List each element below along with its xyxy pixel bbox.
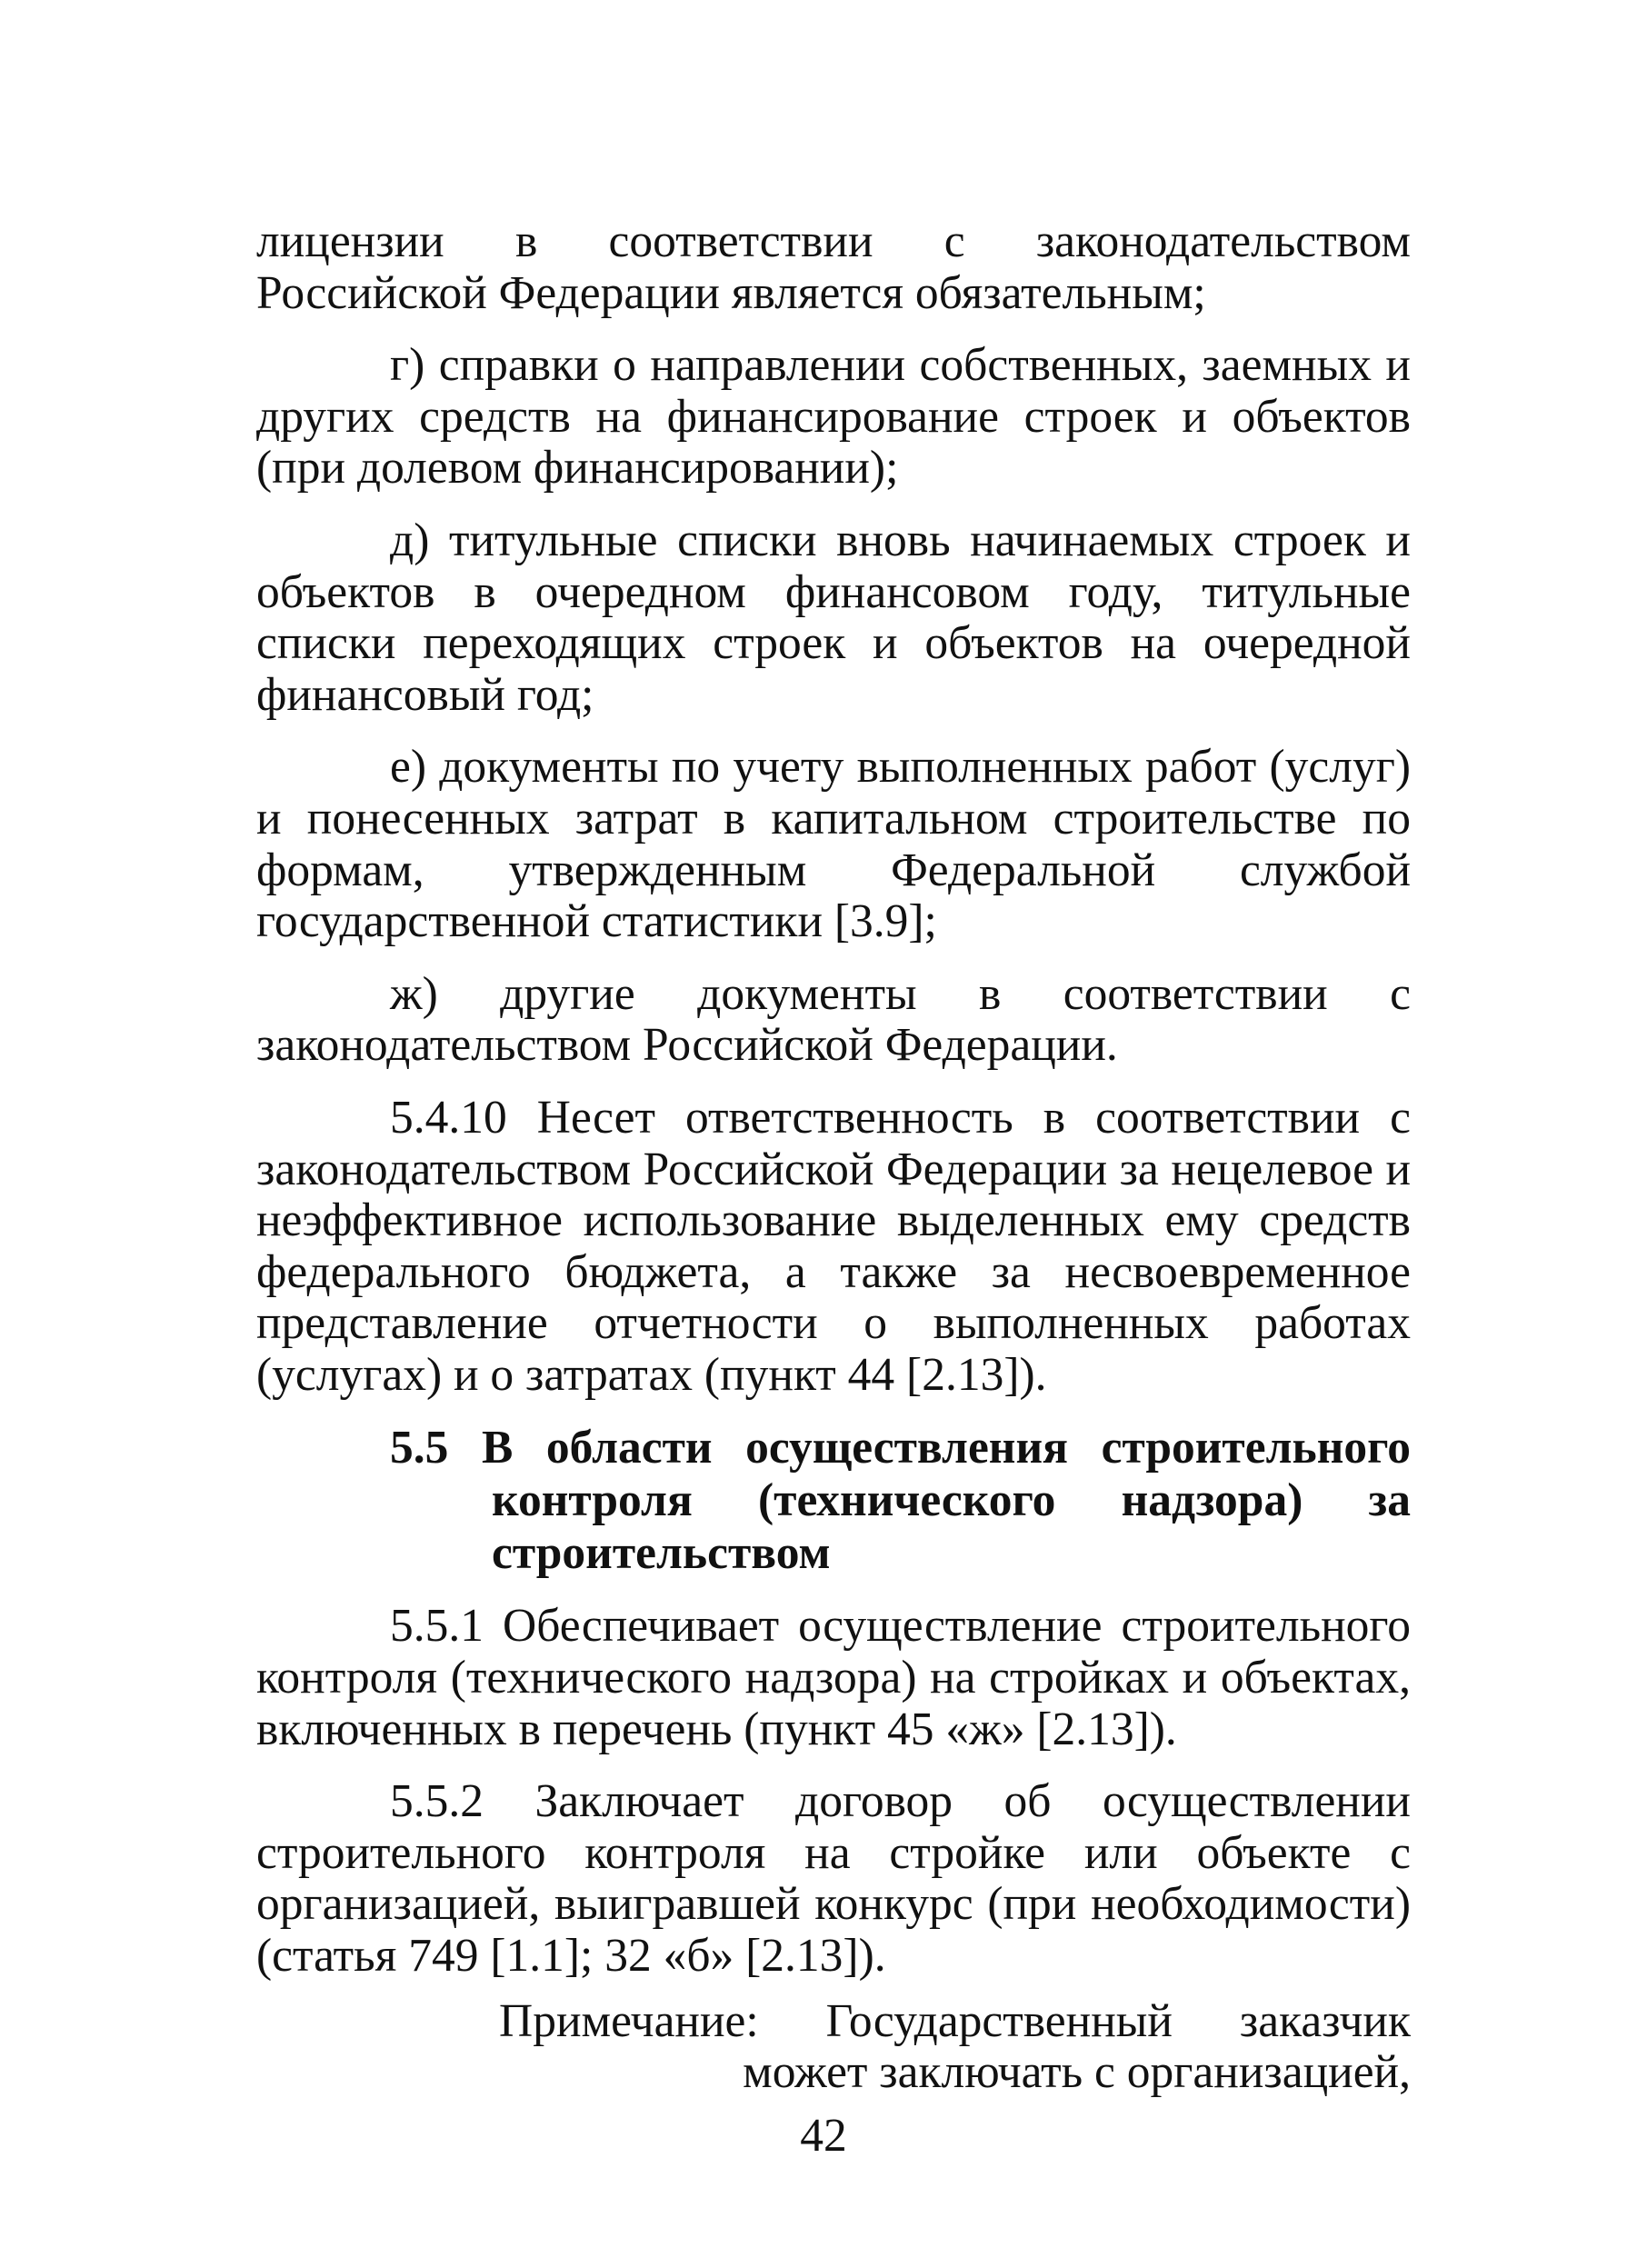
note-word-2: заказчик	[1239, 1994, 1411, 2047]
paragraph-5-5-1: 5.5.1 Обеспечивает осуществление строительного контроля (технического надзора) на стройках и объектах, включенных в перечень (пункт 45 «ж» [2.13]).	[256, 1600, 1411, 1755]
text-column	[256, 216, 1411, 2099]
section-heading-5-5: 5.5 В области осуществления строительного контроля (технического надзора) за строительством	[390, 1422, 1411, 1580]
note-word-1: Государственный	[825, 1994, 1173, 2047]
paragraph-item-zh: ж) другие документы в соответствии с законодательством Российской Федерации.	[256, 967, 1411, 1072]
paragraph-item-d: д) титульные списки вновь начинаемых строек и объектов в очередном финансовом году, титульные списки переходящих строек и объектов на очередной финансовый год;	[256, 514, 1411, 721]
page-number: 42	[800, 2110, 847, 2162]
note-second-line: может заключать с организацией,	[743, 2046, 1411, 2099]
paragraph-5-4-10: 5.4.10 Несет ответственность в соответствии с законодательством Российской Федерации за нецелевое и неэффективное использование выделенных ему средств федерального бюджета, а также за несвоевременное представление отчетности о выполненных работах (услугах) и о затратах (пункт 44 [2.13]).	[256, 1091, 1411, 1401]
paragraph-continuation: лицензии в соответствии с законодательством Российской Федерации является обязательным;	[256, 215, 1411, 319]
note-label: Примечание:	[499, 1994, 759, 2047]
paragraph-5-5-2: 5.5.2 Заключает договор об осуществлении строительного контроля на стройке или объекте с организацией, выигравшей конкурс (при необходимости) (статья 749 [1.1]; 32 «б» [2.13]).	[256, 1775, 1411, 1983]
note-block	[256, 1996, 1411, 2099]
paragraph-item-e: е) документы по учету выполненных работ (услуг) и понесенных затрат в капитальном строительстве по формам, утвержденным Федеральной службой государственной статистики [3.9];	[256, 741, 1411, 948]
paragraph-item-g: г) справки о направлении собственных, заемных и других средств на финансирование строек и объектов (при долевом финансировании);	[256, 339, 1411, 495]
note-first-line	[499, 1996, 1411, 2048]
